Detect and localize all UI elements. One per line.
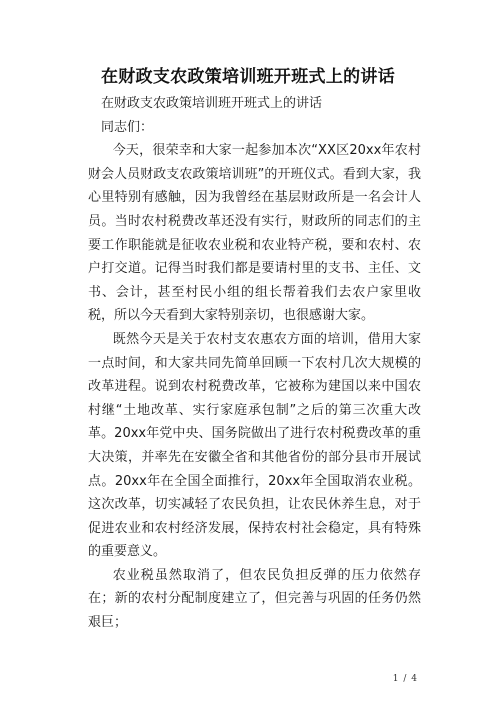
paragraph: 今天，很荣幸和大家一起参加本次“XX区20xx年农村财会人员财政支农政策培训班”的开班仪式。看到大家，我心里特别有感触，因为我曾经在基层财政所是一名会计人员。当时农村税费改革还没有实行，财政所的同志们的主要工作职能就是征收农业税和农业特产税，要和农村、农户打交道。记得当时我们都是要请村里的支书、主任、文书、会计，甚至村民小组的组长帮着我们去农户家里收税，所以今天看到大家特别亲切，也很感谢大家。 [88,143,421,324]
page-number: 1 / 4 [392,674,418,684]
document-body [88,92,421,635]
greeting: 同志们： [101,119,154,135]
document-title: 在财政支农政策培训班开班式上的讲话 [100,67,396,87]
paragraph: 既然今天是关于农村支农惠农方面的培训，借用大家一点时间，和大家共同先简单回顾一下农村几次大规模的改革进程。说到农村税费改革，它被称为建国以来中国农村继“土地改革、实行家庭承包制”之后的第三次重大改革。20xx年党中央、国务院做出了进行农村税费改革的重大决策，并率先在安徽全省和其他省份的部分县市开展试点。20xx年在全国全面推行，20xx年全国取消农业税。这次改革，切实减轻了农民负担，让农民休养生息，对于促进农业和农村经济发展，保持农村社会稳定，具有特殊的重要意义。 [88,331,421,560]
paragraph: 农业税虽然取消了，但农民负担反弹的压力依然存在；新的农村分配制度建立了，但完善与巩固的任务仍然艰巨； [88,567,421,631]
document-subtitle: 在财政支农政策培训班开班式上的讲话 [101,96,323,111]
